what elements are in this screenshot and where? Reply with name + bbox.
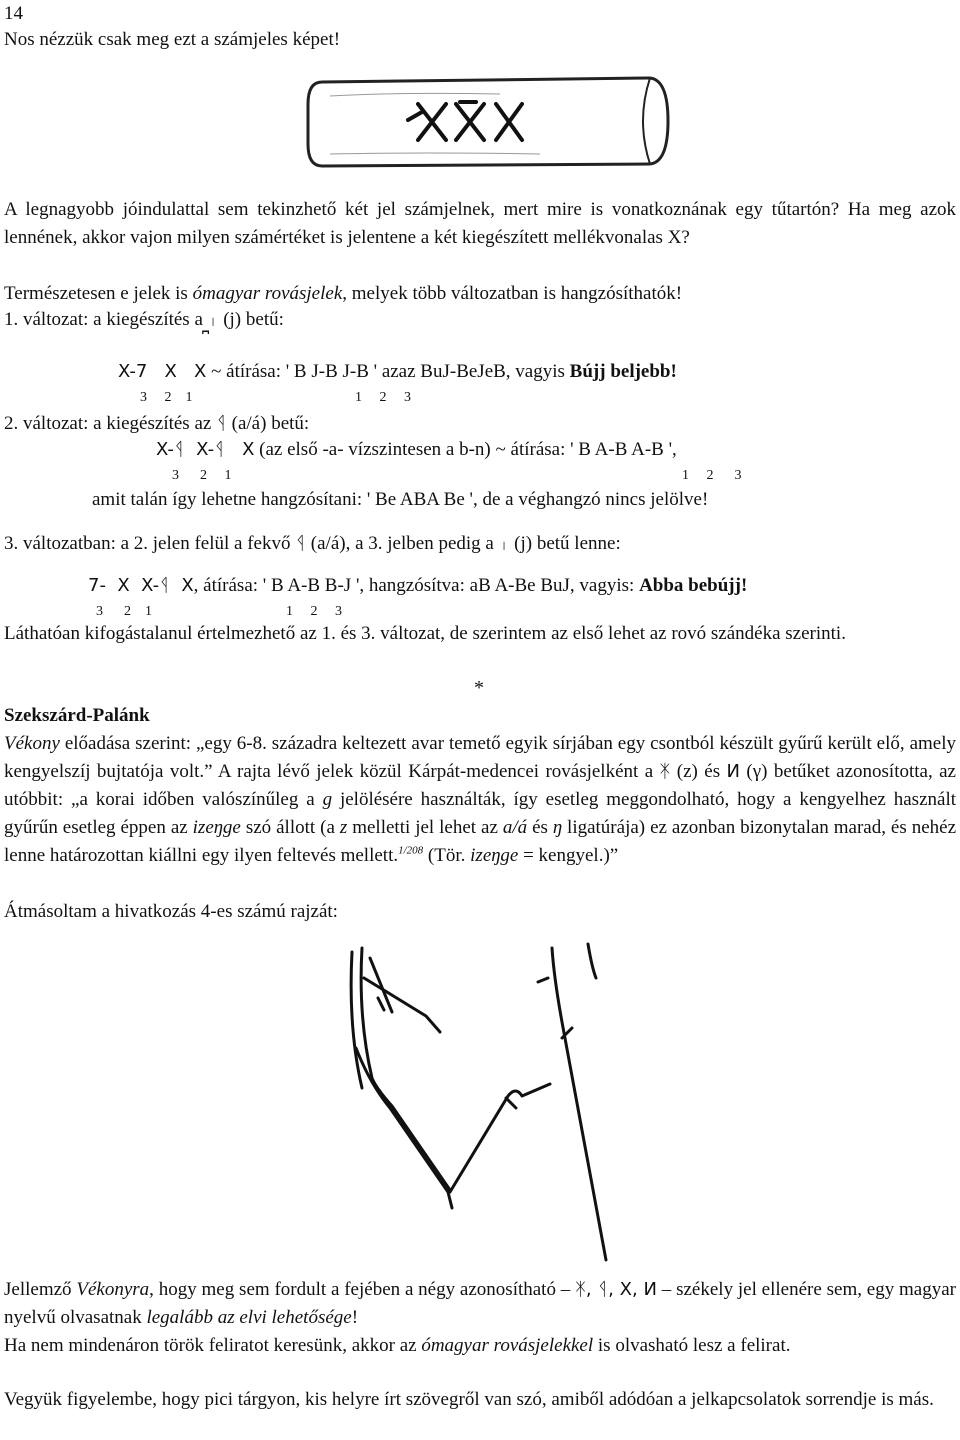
variant-1-numbers-left: 3 2 1: [140, 390, 193, 405]
variant-3-line: 7- X X-ᛩ X, átírása: ' B A-B B-J ', hangzósítva: aB A-Be BuJ, vagyis: Abba bebújj!: [88, 575, 748, 596]
section-separator: *: [474, 677, 484, 699]
bottom-paragraph-2: Ha nem mindenáron török feliratot keresünk, akkor az ómagyar rovásjelekkel is olvasható lesz a felirat.: [4, 1335, 791, 1356]
conclusion-paragraph: Láthatóan kifogástalanul értelmezhető az 1. és 3. változat, de szerintem az első lehet az rovó szándéka szerinti.: [4, 623, 846, 644]
rune-marks: [408, 102, 522, 140]
variant-3-numbers-left: 3 2 1: [96, 604, 152, 619]
ring-drawing: [300, 938, 660, 1268]
bottom-paragraph-3: Vegyük figyelembe, hogy pici tárgyon, kis helyre írt szövegről van szó, amiből adódóan a jelkapcsolatok sorrendje is más.: [4, 1389, 934, 1410]
four-runes: ᛡ, ᛩ, X, И: [575, 1279, 657, 1300]
rune-a-glyph: ᛩ: [216, 413, 227, 434]
bottom-paragraph-1: Jellemző Vékonyra, hogy meg sem fordult a fejében a négy azonosítható – ᛡ, ᛩ, X, И – székely jel ellenére sem, egy magyar nyelvű olvasatnak legalább az elvi lehetősége!: [4, 1279, 956, 1328]
rune-gamma-glyph: И: [726, 761, 740, 782]
variant-2-heading: 2. változat: a kiegészítés az ᛩ (a/á) betű:: [4, 413, 310, 434]
variant-3-runes: 7- X X-ᛩ X: [88, 575, 194, 596]
section-paragraph: Vékony előadása szerint: „egy 6-8. századra keltezett avar temető egyik sírjában egy csontból készült gyűrű került elő, amely kengyelszíj bujtatója volt.” A rajta lévő jelek közül Kárpát-medencei rovásjelként a ᛡ (z) és И (γ) betűket azonosította, az utóbbit: „a korai időben valószínűleg a g jelölésére használták, így esetleg meggondolható, hogy a kengyelhez használt gyűrűn esetleg éppen az izeŋge szó állott (a z melletti jel lehet az a/á és ŋ ligatúrája) ez azonban bizonytalan marad, és nehéz lenne határozottan kiállni egy ilyen feltevés mellett.$^{1/208}$ (Tör. izeŋge = kengyel.)”: [4, 733, 957, 866]
rune-z-glyph: ᛡ: [659, 761, 671, 782]
page-number: 14: [4, 3, 23, 24]
variant-2-pronunciation: amit talán így lehetne hangzósítani: ' Be ABA Be ', de a véghangzó nincs jelölve!: [92, 489, 709, 510]
variant-1-top-mark: ⎴: [202, 331, 210, 352]
footnote-ref: 1/208: [398, 844, 424, 857]
variant-3-heading: 3. változatban: a 2. jelen felül a fekvő ᛩ (a/á), a 3. jelben pedig a ᛧ (j) betű lenne:: [4, 533, 621, 554]
variant-2-numbers-left: 3 2 1: [172, 468, 232, 483]
drawing-caption: Átmásoltam a hivatkozás 4-es számú rajzát:: [4, 901, 338, 922]
intro-line: Nos nézzük csak meg ezt a számjeles képet!: [4, 29, 341, 50]
section-title: Szekszárd-Palánk: [4, 705, 150, 726]
variant-1-numbers-right: 1 2 3: [355, 390, 411, 405]
variant-2-numbers-right: 1 2 3: [682, 468, 742, 483]
paragraph-variants-intro: Természetesen e jelek is ómagyar rovásjelek, melyek több változatban is hangzósíthatók!: [4, 283, 683, 304]
variant-1-runes: X-7 X X: [118, 361, 207, 382]
variant-2-line: X-ᛩ X-ᛩ X (az első -a- vízszintesen a b-n) ~ átírása: ' B A-B A-B ',: [156, 439, 677, 460]
variant-2-runes: X-ᛩ X-ᛩ X: [156, 439, 255, 460]
paragraph-needle-case: A legnagyobb jóindulattal sem tekinzhető két jel számjelnek, mert mire is vonatkoznának egy tűtartón? Ha meg azok lennének, akkor vajon milyen számértéket is jelentene a két kiegészített mellékvonalas X?: [4, 199, 956, 248]
rune-j-glyph: ᛧ: [207, 309, 219, 330]
variant-1-heading: 1. változat: a kiegészítés a ᛧ (j) betű:: [4, 309, 284, 330]
needle-case-illustration: [300, 46, 680, 186]
variant-3-numbers-right: 1 2 3: [286, 604, 342, 619]
variant-1-line: X-7 X X ~ átírása: ' B J-B J-B ' azaz BuJ-BeJeB, vagyis Bújj beljebb!: [118, 361, 677, 382]
